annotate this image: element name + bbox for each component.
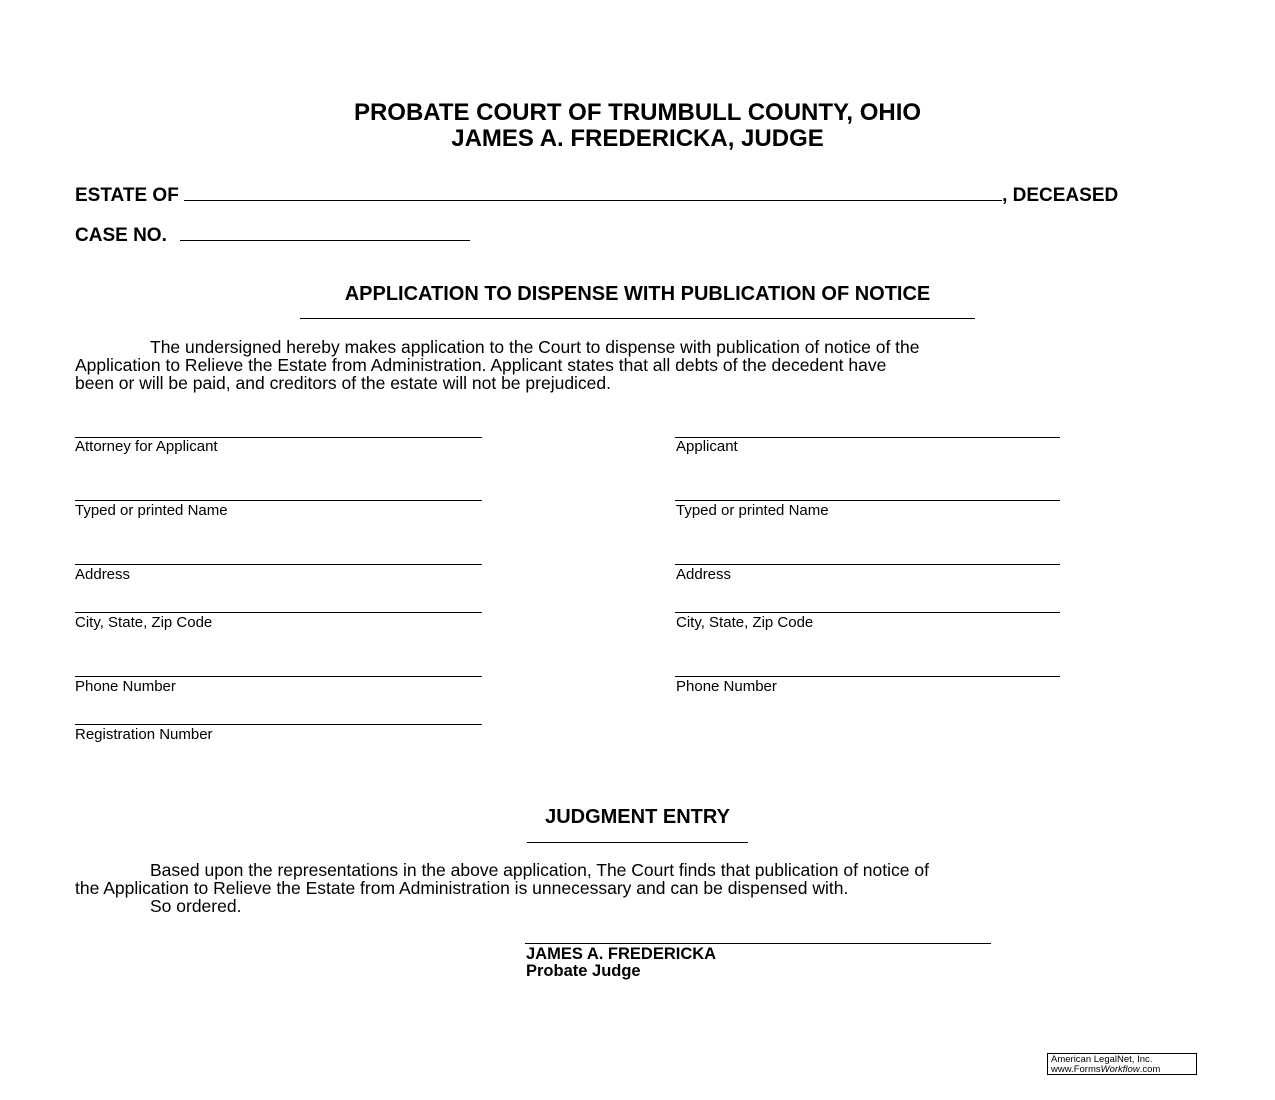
judgment-line-1: Based upon the representations in the above application, The Court finds that publication of notice of xyxy=(150,860,929,880)
url-part: .com xyxy=(1139,1064,1161,1075)
applicant-address-label: Address xyxy=(676,566,732,583)
application-line-2: Application to Relieve the Estate from Administration. Applicant states that all debts of the decedent have xyxy=(75,355,887,375)
attorney-address-label: Address xyxy=(75,566,131,583)
publisher-name: American LegalNet, Inc. xyxy=(1051,1054,1153,1065)
applicant-name-line[interactable] xyxy=(675,500,1060,501)
publisher-url xyxy=(1051,1065,1193,1075)
applicant-address-line[interactable] xyxy=(675,564,1060,565)
case-label: CASE NO. xyxy=(75,225,167,246)
applicant-label: Applicant xyxy=(676,438,738,455)
url-part: Workflow xyxy=(1100,1064,1140,1075)
judgment-underline xyxy=(527,842,748,843)
attorney-name-label: Typed or printed Name xyxy=(75,502,228,519)
publisher-footer xyxy=(1047,1053,1197,1075)
judge-title: JAMES A. FREDERICKA, JUDGE xyxy=(451,125,824,152)
applicant-phone-line[interactable] xyxy=(675,676,1060,677)
judge-name: JAMES A. FREDERICKA xyxy=(526,945,717,963)
application-line-1: The undersigned hereby makes application to the Court to dispense with publication of notice of the xyxy=(150,337,920,357)
application-line-3: been or will be paid, and creditors of the estate will not be prejudiced. xyxy=(75,373,612,393)
judgment-title: JUDGMENT ENTRY xyxy=(545,806,730,828)
estate-row xyxy=(75,185,1118,207)
applicant-name-label: Typed or printed Name xyxy=(676,502,829,519)
attorney-phone-line[interactable] xyxy=(75,676,482,677)
attorney-address-line[interactable] xyxy=(75,564,482,565)
title-underline xyxy=(300,318,975,319)
judge-signature-line[interactable] xyxy=(525,943,991,944)
estate-name-field[interactable] xyxy=(184,200,1002,201)
applicant-city-line[interactable] xyxy=(675,612,1060,613)
attorney-label: Attorney for Applicant xyxy=(75,438,218,455)
judgment-line-3: So ordered. xyxy=(150,896,242,916)
application-title: APPLICATION TO DISPENSE WITH PUBLICATION OF NOTICE xyxy=(344,283,931,305)
case-row xyxy=(75,225,470,247)
case-number-field[interactable] xyxy=(180,240,470,241)
applicant-phone-label: Phone Number xyxy=(676,678,777,695)
estate-label: ESTATE OF xyxy=(75,185,179,206)
judge-role: Probate Judge xyxy=(526,962,641,980)
deceased-label: , DECEASED xyxy=(1002,185,1119,206)
attorney-phone-label: Phone Number xyxy=(75,678,176,695)
attorney-city-label: City, State, Zip Code xyxy=(75,614,213,631)
judgment-line-2: the Application to Relieve the Estate from Administration is unnecessary and can be dispensed with. xyxy=(75,878,849,898)
url-part: www.Forms xyxy=(1051,1064,1101,1075)
attorney-city-line[interactable] xyxy=(75,612,482,613)
attorney-name-line[interactable] xyxy=(75,500,482,501)
attorney-registration-label: Registration Number xyxy=(75,726,213,743)
applicant-city-label: City, State, Zip Code xyxy=(676,614,814,631)
attorney-registration-line[interactable] xyxy=(75,724,482,725)
court-title: PROBATE COURT OF TRUMBULL COUNTY, OHIO xyxy=(353,99,922,126)
